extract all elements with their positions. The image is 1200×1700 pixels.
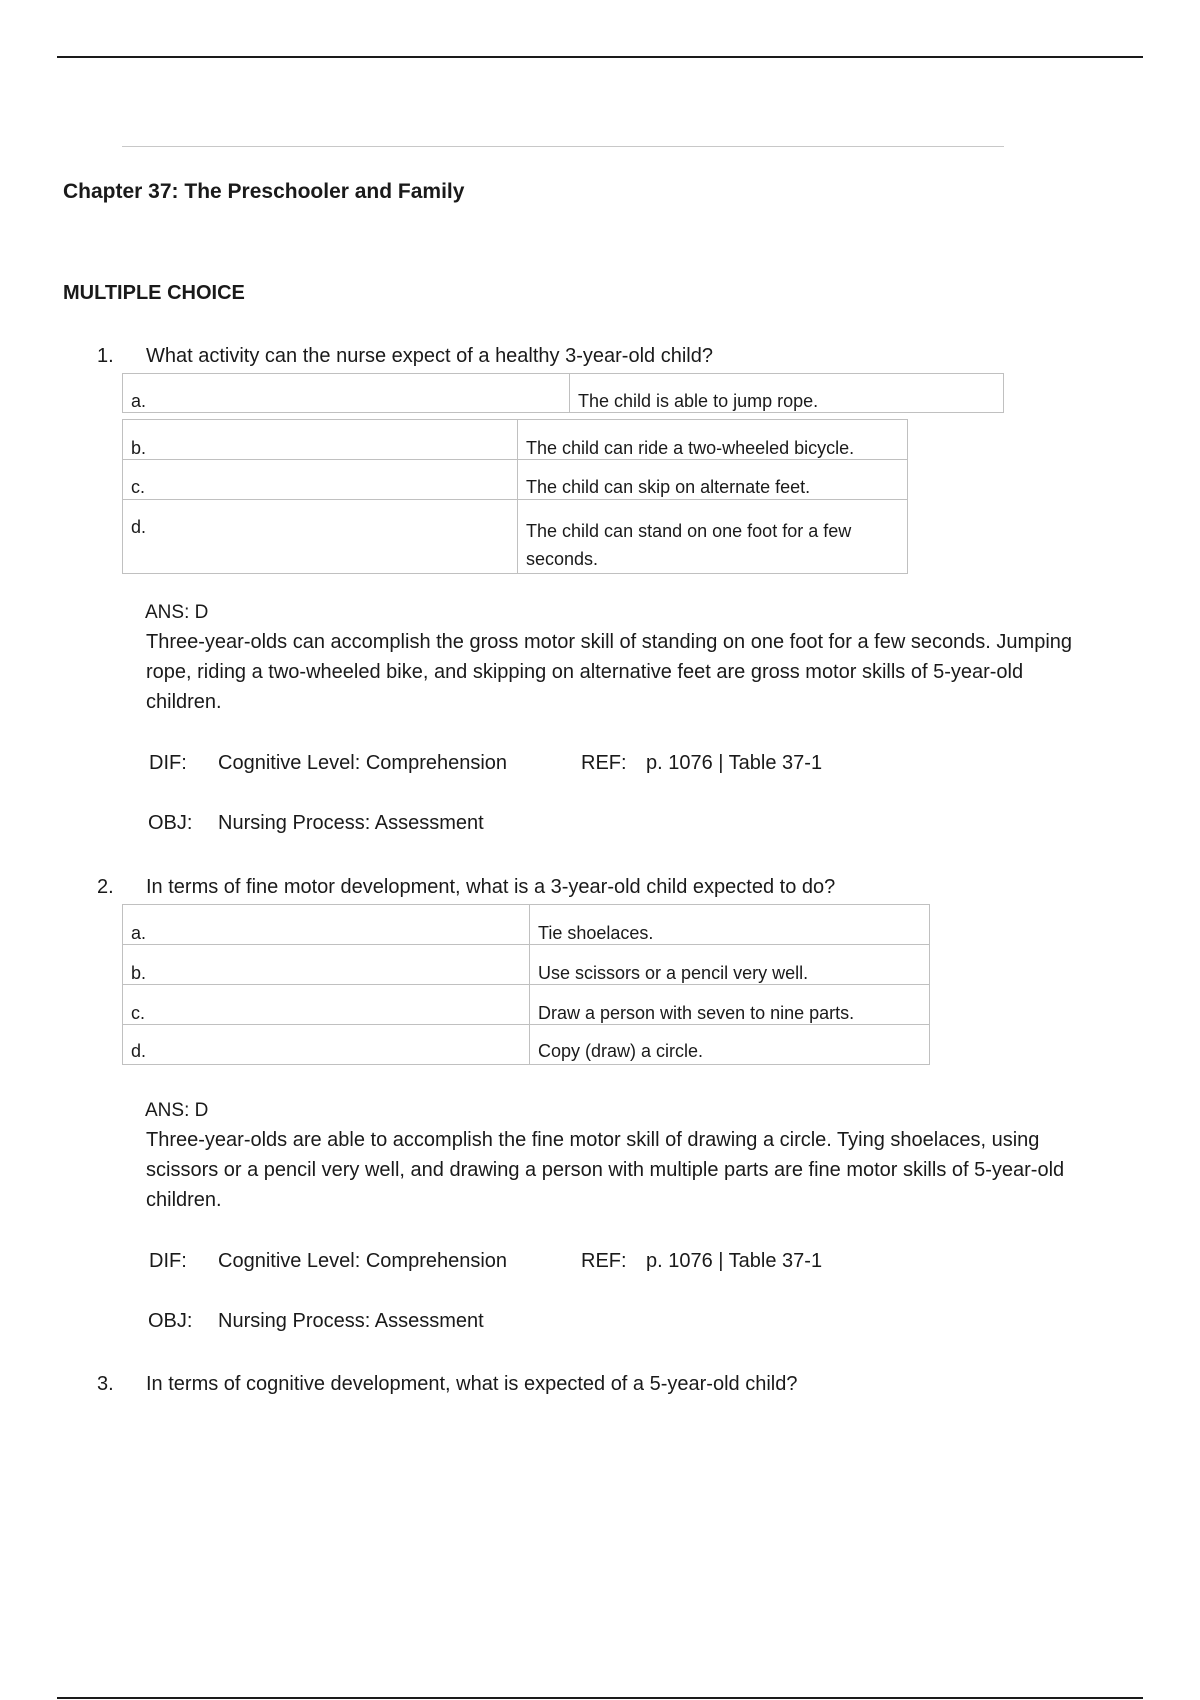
ref-value: p. 1076 | Table 37-1 (646, 752, 823, 774)
option-letter: b. (123, 945, 530, 985)
option-letter: c. (123, 985, 530, 1025)
question-number: 1. (97, 345, 114, 367)
option-text: Draw a person with seven to nine parts. (530, 985, 930, 1025)
chapter-title: Chapter 37: The Preschooler and Family (63, 180, 465, 203)
section-heading: MULTIPLE CHOICE (63, 282, 245, 304)
options-table-row-a (122, 373, 1004, 413)
option-text: Use scissors or a pencil very well. (530, 945, 930, 985)
option-letter: d. (123, 1025, 530, 1065)
rationale-text: Three-year-olds are able to accomplish the fine motor skill of drawing a circle. Tying shoelaces, using scissors or a pencil very well, and drawing a person with multiple parts are fine motor skills of 5-year-old children. (146, 1129, 1065, 1211)
question-number: 2. (97, 876, 114, 898)
dif-label: DIF: (149, 1250, 187, 1272)
options-table (122, 419, 908, 574)
option-text: The child is able to jump rope. (570, 374, 1004, 413)
bottom-rule (57, 1697, 1143, 1699)
question-text: In terms of fine motor development, what is a 3-year-old child expected to do? (146, 876, 836, 898)
rationale-text: Three-year-olds can accomplish the gross motor skill of standing on one foot for a few seconds. Jumping rope, riding a two-wheeled bike, and skipping on alternative feet are gross motor skills of 5-year-old children. (146, 631, 1073, 713)
option-letter: a. (123, 905, 530, 945)
dif-label: DIF: (149, 752, 187, 774)
option-letter: c. (123, 460, 518, 500)
obj-label: OBJ: (148, 1310, 193, 1332)
obj-value: Nursing Process: Assessment (218, 1310, 484, 1332)
dif-value: Cognitive Level: Comprehension (218, 752, 508, 774)
option-text: The child can skip on alternate feet. (518, 460, 908, 500)
answer-label: ANS: D (145, 602, 209, 623)
obj-value: Nursing Process: Assessment (218, 812, 484, 834)
question-text: What activity can the nurse expect of a healthy 3-year-old child? (146, 345, 713, 367)
top-rule (57, 56, 1143, 58)
question-number: 3. (97, 1373, 114, 1395)
question-text: In terms of cognitive development, what is expected of a 5-year-old child? (146, 1373, 798, 1395)
option-letter: a. (123, 374, 570, 413)
ref-label: REF: (581, 1250, 627, 1272)
option-text: Tie shoelaces. (530, 905, 930, 945)
option-letter: d. (123, 500, 518, 574)
option-letter: b. (123, 420, 518, 460)
option-text: The child can stand on one foot for a few seconds. (518, 500, 908, 574)
dif-value: Cognitive Level: Comprehension (218, 1250, 508, 1272)
answer-label: ANS: D (145, 1100, 209, 1121)
header-divider (122, 146, 1004, 147)
ref-value: p. 1076 | Table 37-1 (646, 1250, 823, 1272)
option-text: The child can ride a two-wheeled bicycle. (518, 420, 908, 460)
option-text: Copy (draw) a circle. (530, 1025, 930, 1065)
obj-label: OBJ: (148, 812, 193, 834)
ref-label: REF: (581, 752, 627, 774)
options-table (122, 904, 930, 1065)
